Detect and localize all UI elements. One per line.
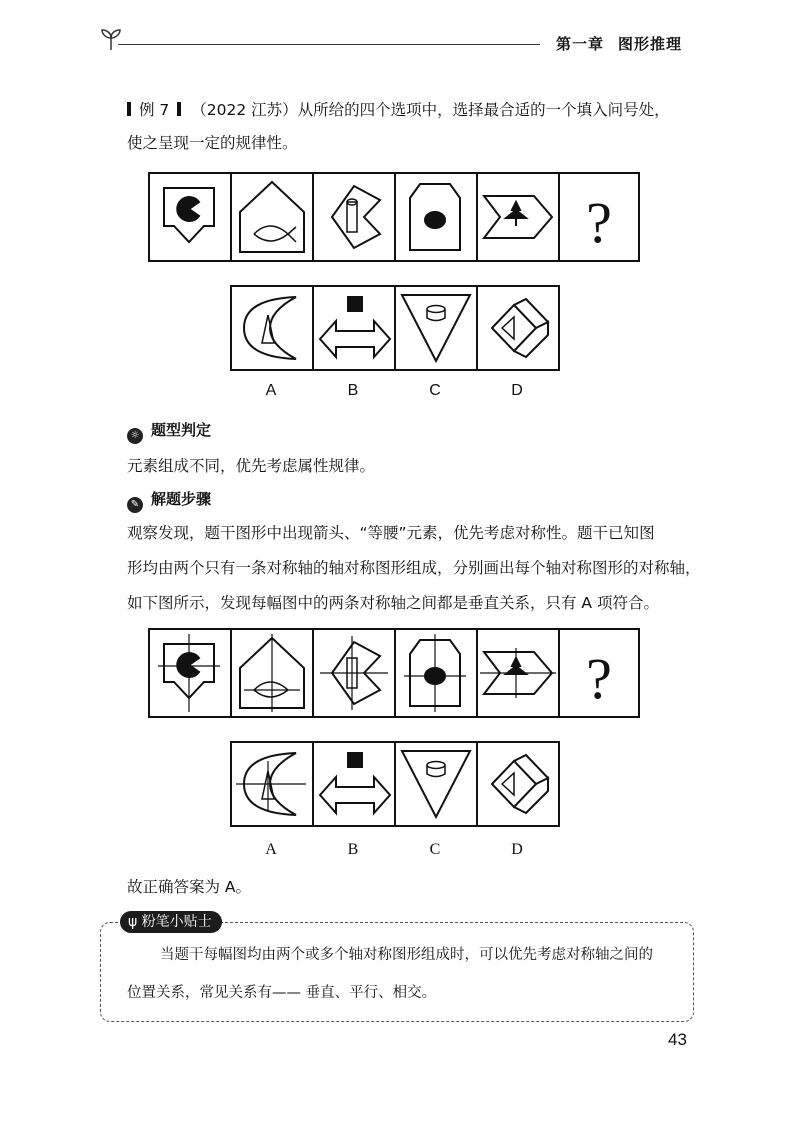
example-text-line2: 使之呈现一定的规律性。 <box>127 134 298 152</box>
solution-label-a: A <box>265 841 277 858</box>
tips-badge <box>120 911 222 933</box>
solution-figure-4 <box>404 634 466 712</box>
section-steps-title: 解题步骤 <box>151 490 212 508</box>
figure-chevron-arrows <box>484 196 552 238</box>
solution-label-d: D <box>511 841 523 858</box>
page-number: 43 <box>668 1030 687 1049</box>
label-bar <box>177 102 181 116</box>
option-a-figure <box>244 297 296 359</box>
chapter-label: 第一章 <box>556 35 605 53</box>
question-mark: ? <box>586 646 612 711</box>
lightbulb-icon: ☼ <box>127 428 143 444</box>
tips-text-line2: 位置关系，常见关系有—— 垂直、平行、相交。 <box>127 985 437 1001</box>
solution-figure-2 <box>240 634 304 712</box>
figure-shield-leaf <box>410 184 460 250</box>
conclusion-text: 故正确答案为 A。 <box>127 878 252 896</box>
solution-option-b <box>320 753 390 813</box>
header-rule <box>118 44 540 45</box>
example-label: 例 7 <box>139 101 170 119</box>
solution-option-d <box>492 755 548 813</box>
label-bar <box>127 102 131 116</box>
tool-icon: ✎ <box>127 497 143 513</box>
option-label-b: B <box>347 382 359 399</box>
question-mark: ? <box>586 190 612 255</box>
option-c-figure <box>402 295 470 361</box>
solution-figure-1 <box>158 634 220 712</box>
solution-label-c: C <box>429 841 441 858</box>
solution-option-row <box>230 741 560 827</box>
solution-figure-5 <box>480 648 556 698</box>
page-header <box>556 33 682 54</box>
figure-chevron-cylinder <box>332 186 380 248</box>
option-b-figure <box>320 297 390 357</box>
sprout-icon <box>96 24 126 54</box>
section-type-title: 题型判定 <box>151 421 212 439</box>
option-d-figure <box>492 299 548 357</box>
section-type-text: 元素组成不同，优先考虑属性规律。 <box>127 457 376 475</box>
solution-option-c <box>402 751 470 817</box>
example-source: （2022 江苏）从所给的四个选项中，选择最合适的一个填入问号处， <box>191 101 670 119</box>
question-figure-row <box>148 172 640 262</box>
solution-figure-row <box>148 628 640 718</box>
sprout-icon: ψ <box>128 914 142 930</box>
chapter-title: 图形推理 <box>618 35 683 53</box>
section-steps-heading <box>127 488 211 513</box>
option-figure-row <box>230 285 560 371</box>
tips-text-line1: 当题干每幅图均由两个或多个轴对称图形组成时，可以优先考虑对称轴之间的 <box>160 947 653 963</box>
steps-line-2: 形均由两个只有一条对称轴的轴对称图形组成，分别画出每个轴对称图形的对称轴， <box>127 559 701 577</box>
option-label-a: A <box>265 382 277 399</box>
example-heading <box>127 96 670 125</box>
option-label-d: D <box>511 382 523 399</box>
section-type-heading <box>127 419 211 444</box>
figure-arrow-pacman <box>164 188 214 242</box>
solution-label-b: B <box>347 841 359 858</box>
tips-badge-label: 粉笔小贴士 <box>141 914 212 930</box>
option-label-c: C <box>429 382 441 399</box>
solution-option-a <box>236 753 306 815</box>
solution-figure-3 <box>320 636 388 710</box>
tips-box <box>100 922 694 1022</box>
steps-line-3: 如下图所示，发现每幅图中的两条对称轴之间都是垂直关系，只有 A 项符合。 <box>127 594 659 612</box>
steps-line-1: 观察发现，题干图形中出现箭头、“等腰”元素，优先考虑对称性。题干已知图 <box>127 524 655 542</box>
figure-pentagon-fish <box>240 182 304 252</box>
